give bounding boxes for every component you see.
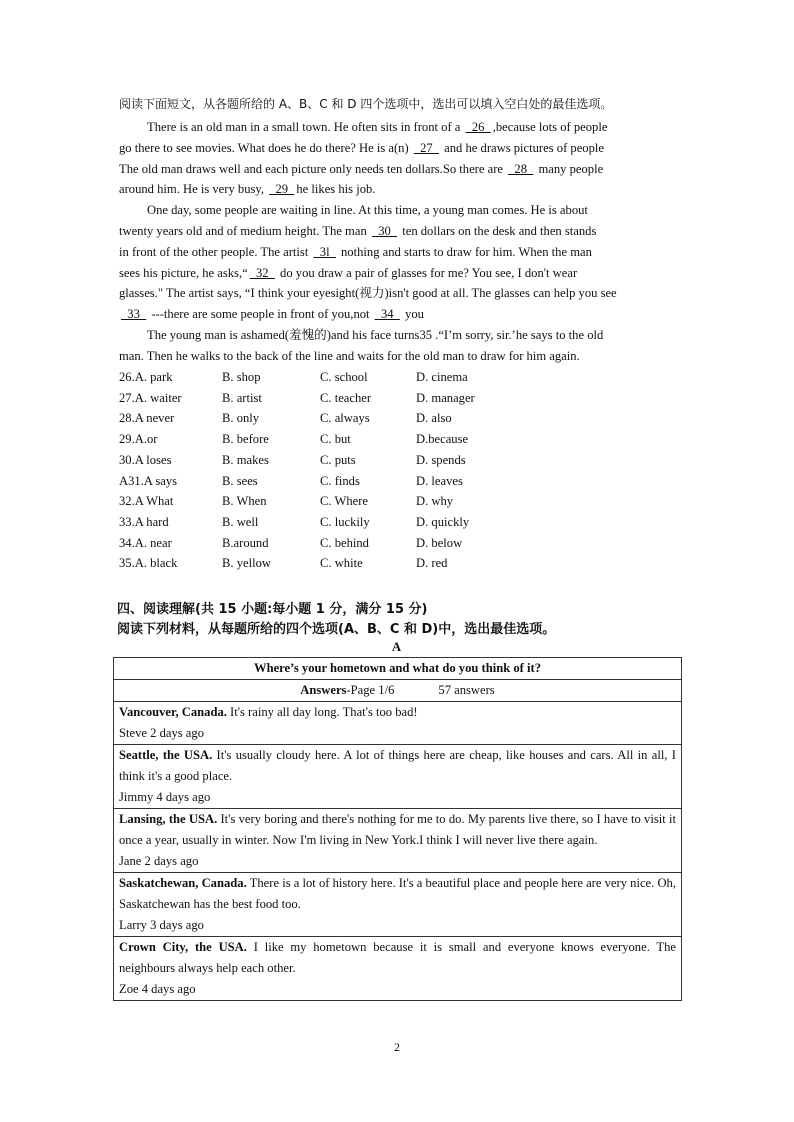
question-option-a: 26.A. park (119, 370, 173, 384)
passage-line (119, 181, 375, 198)
passage-text: go there to see movies. What does he do there? He is a(n) (119, 140, 412, 155)
answer-author: Jimmy 4 days ago (119, 790, 211, 804)
page-number: 2 (394, 1040, 400, 1054)
table-title-row (114, 658, 682, 680)
question-option: C. finds (320, 473, 360, 488)
answer-row (114, 873, 682, 937)
question-option: B. makes (222, 452, 269, 467)
table-title: Where’s your hometown and what do you think of it? (114, 658, 682, 680)
answer-row (114, 702, 682, 745)
passage-line (147, 119, 607, 136)
hometown-place: Lansing, the USA. (119, 812, 218, 826)
question-option: D.because (416, 432, 469, 447)
question-option: C. Where (320, 494, 369, 509)
passage-text: and he draws pictures of people (441, 140, 604, 155)
answer-text (119, 745, 676, 787)
question-option: B.around (222, 535, 269, 550)
passage-label: A (392, 640, 402, 654)
passage-line (119, 285, 617, 302)
question-option: B. sees (222, 473, 258, 488)
hometown-place: Seattle, the USA. (119, 748, 213, 762)
passage-line (119, 244, 592, 261)
blank-number: 26 (465, 120, 491, 134)
question-option-a: 34.A. near (119, 535, 172, 550)
question-option: C. puts (320, 452, 356, 467)
passage-text: many people (535, 161, 604, 176)
question-option: C. white (320, 556, 363, 571)
question-option: D. why (416, 494, 454, 509)
passage-text: around him. He is very busy, (119, 182, 268, 197)
blank-number: 32 (249, 265, 275, 280)
question-option: B. well (222, 514, 259, 529)
answer-row (114, 937, 682, 1001)
question-option: C. always (320, 411, 370, 426)
question-option-a: 30.A loses (119, 452, 172, 467)
passage-text: twenty years old and of medium height. The man (119, 224, 370, 238)
passage-text: There is an old man in a small town. He often sits in front of a (147, 120, 464, 134)
hometown-comment: It's very boring and there's nothing for me to do. My parents live there, so I have to visit it once a year, usually in winter. Now I'm living in New York.I think I will never live there again. (119, 812, 676, 847)
answer-cell (114, 937, 682, 1001)
hometown-comment: I like my hometown because it is small and everyone knows everyone. The neighbours always help each other. (119, 940, 676, 975)
answers-info-row (114, 680, 682, 702)
passage-text: glasses." The artist says, “I think your eyesight(视力)isn't good at all. The glasses can help you see (119, 286, 617, 301)
passage-line (119, 306, 424, 323)
question-option: C. but (320, 432, 351, 447)
question-option: C. teacher (320, 390, 372, 405)
passage-text: ten dollars on the desk and then stands (399, 224, 597, 238)
passage-text: One day, some people are waiting in line. At this time, a young man comes. He is about (147, 203, 588, 218)
answer-cell (114, 702, 682, 745)
question-option: B. When (222, 494, 267, 509)
question-option: D. quickly (416, 514, 470, 529)
question-option-a: 29.A.or (119, 432, 158, 447)
blank-number: 34 (374, 307, 400, 322)
passage-line (119, 223, 596, 240)
blank-number: 28 (508, 161, 534, 176)
hometown-place: Saskatchewan, Canada. (119, 876, 247, 890)
passage-line (119, 140, 604, 157)
passage-text: sees his picture, he asks,“ (119, 265, 248, 280)
passage-text: do you draw a pair of glasses for me? You see, I don't wear (276, 265, 578, 280)
passage-text: ---there are some people in front of you,not (148, 307, 373, 322)
question-option: B. only (222, 411, 260, 426)
answer-author: Zoe 4 days ago (119, 982, 196, 996)
passage-text: in front of the other people. The artist (119, 244, 312, 259)
reading-instruction: 阅读下列材料，从每题所给的四个选项(A、B、C 和 D)中，选出最佳选项。 (117, 622, 556, 637)
answer-row (114, 745, 682, 809)
answer-text (119, 702, 676, 723)
question-option: C. school (320, 370, 368, 384)
question-option: D. below (416, 535, 463, 550)
blank-number: 33 (121, 307, 147, 322)
blank-number: 29 (269, 182, 295, 197)
question-option: D. manager (416, 390, 475, 405)
question-option-a: 28.A never (119, 411, 175, 426)
answer-row (114, 809, 682, 873)
question-option-a: A31.A says (119, 473, 178, 488)
passage-text: The old man draws well and each picture only needs ten dollars.So there are (119, 161, 507, 176)
question-option: D. red (416, 556, 448, 571)
hometown-place: Vancouver, Canada. (119, 705, 227, 719)
question-option: C. luckily (320, 514, 370, 529)
answers-count: 57 answers (438, 683, 495, 697)
hometown-comment: It's usually cloudy here. A lot of things here are cheap, like houses and cars. All in all, I think it's a good place. (119, 748, 676, 783)
answer-author: Jane 2 days ago (119, 854, 199, 868)
question-option: D. cinema (416, 370, 468, 384)
blank-number: 30 (371, 224, 398, 238)
answer-cell (114, 745, 682, 809)
answers-info (114, 680, 682, 702)
passage-text: The young man is ashamed(羞愧的)and his face turns35 .“I’m sorry, sir.’he says to the old (147, 328, 604, 342)
passage-line (119, 161, 603, 178)
passage-text: ,because lots of people (492, 120, 608, 134)
hometown-place: Crown City, the USA. (119, 940, 247, 954)
question-option-a: 35.A. black (119, 556, 178, 571)
question-option: B. before (222, 432, 269, 447)
passage-line (119, 265, 577, 282)
question-option: D. also (416, 411, 452, 426)
reading-section-title: 四、阅读理解(共 15 小题:每小题 1 分，满分 15 分) (117, 602, 428, 617)
question-option: B. artist (222, 390, 262, 405)
passage-text: you (401, 307, 424, 322)
hometown-comment: It's rainy all day long. That's too bad! (226, 705, 418, 719)
question-option: C. behind (320, 535, 369, 550)
question-option-a: 32.A What (119, 494, 174, 509)
question-option-a: 27.A. waiter (119, 390, 182, 405)
hometown-comment: There is a lot of history here. It's a beautiful place and people here are very nice. Oh, Saskatchewan has the best food too. (119, 876, 676, 911)
question-option: B. shop (222, 370, 261, 384)
passage-line (147, 327, 603, 344)
question-option: B. yellow (222, 556, 271, 571)
answer-cell (114, 809, 682, 873)
passage-text: he likes his job. (296, 182, 376, 197)
answer-text (119, 809, 676, 851)
answer-text (119, 873, 676, 915)
passage-line (119, 348, 580, 365)
passage-text: nothing and starts to draw for him. When the man (337, 244, 592, 259)
hometown-forum-table (113, 657, 682, 1001)
passage-text: man. Then he walks to the back of the line and waits for the old man to draw for him again. (119, 348, 580, 363)
question-option-a: 33.A hard (119, 514, 169, 529)
answer-author: Steve 2 days ago (119, 726, 204, 740)
answers-page: -Page 1/6 (346, 683, 395, 697)
answers-label: Answers (300, 683, 347, 697)
cloze-instruction: 阅读下面短文，从各题所给的 A、B、C 和 D 四个选项中，选出可以填入空白处的最佳选项。 (119, 97, 613, 111)
blank-number: 27 (413, 140, 440, 155)
answer-cell (114, 873, 682, 937)
question-option: D. spends (416, 452, 466, 467)
question-option: D. leaves (416, 473, 463, 488)
answer-text (119, 937, 676, 979)
blank-number: 3l (313, 244, 336, 259)
passage-line (147, 202, 588, 219)
answer-author: Larry 3 days ago (119, 918, 204, 932)
